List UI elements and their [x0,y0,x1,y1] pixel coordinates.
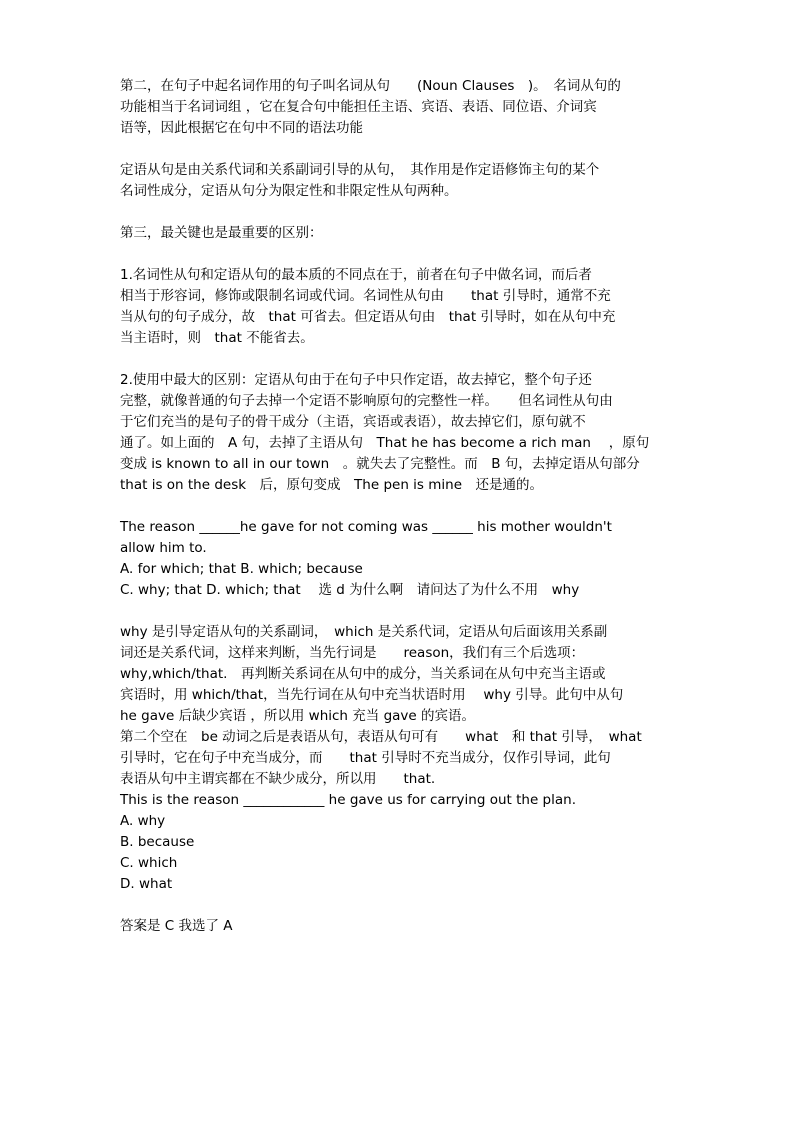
text-line: he gave 后缺少宾语 ，所以用 which 充当 gave 的宾语。 [120,708,476,724]
text-line: The reason ______he gave for not coming was ______ his mother wouldn't [120,519,612,535]
paragraph [120,160,676,202]
text-line: 通了。如上面的 A 句，去掉了主语从句 That he has become a rich man ，原句 [120,435,650,451]
text-line: 词还是关系代词，这样来判断，当先行词是 reason，我们有三个后选项： [120,645,585,661]
text-line: 定语从句是由关系代词和关系副词引导的从句， 其作用是作定语修饰主句的某个 [120,162,600,178]
text-line: 1.名词性从句和定语从句的最本质的不同点在于，前者在句子中做名词，而后者 [120,267,592,283]
text-line: 相当于形容词，修饰或限制名词或代词。名词性从句由 that 引导时，通常不充 [120,288,611,304]
text-line: 宾语时，用 which/that，当先行词在从句中充当状语时用 why 引导。此句中从句 [120,687,624,703]
text-line: allow him to. [120,540,207,556]
text-line: B. because [120,834,195,850]
text-line: 第二，在句子中起名词作用的句子叫名词从句 (Noun Clauses )。 名词从句的 [120,78,621,94]
text-line: 2.使用中最大的区别：定语从句由于在句子中只作定语，故去掉它，整个句子还 [120,372,592,388]
document-body [120,76,676,937]
paragraph-gap [120,496,676,517]
paragraph [120,622,676,895]
paragraph [120,76,676,139]
text-line: C. why; that D. which; that 选 d 为什么啊 请问达了为什么不用 why [120,582,580,598]
paragraph-gap [120,244,676,265]
text-line: why,which/that. 再判断关系词在从句中的成分，当关系词在从句中充当主语或 [120,666,606,682]
paragraph [120,916,676,937]
text-line: 功能相当于名词词组 ，它在复合句中能担任主语、宾语、表语、同位语、介词宾 [120,99,597,115]
text-line: 语等，因此根据它在句中不同的语法功能 [120,120,363,136]
text-line: 答案是 C 我选了 A [120,918,233,934]
text-line: 变成 is known to all in our town 。就失去了完整性。而 B 句，去掉定语从句部分 [120,456,640,472]
text-line: that is on the desk 后，原句变成 The pen is mine 还是通的。 [120,477,544,493]
paragraph [120,223,676,244]
text-line: why 是引导定语从句的关系副词， which 是关系代词，定语从句后面该用关系副 [120,624,608,640]
text-line: A. for which; that B. which; because [120,561,363,577]
text-line: 于它们充当的是句子的骨干成分（主语，宾语或表语），故去掉它们，原句就不 [120,414,586,430]
paragraph-gap [120,895,676,916]
paragraph-gap [120,139,676,160]
text-line: A. why [120,813,166,829]
paragraph-gap [120,349,676,370]
text-line: 表语从句中主谓宾都在不缺少成分，所以用 that. [120,771,436,787]
paragraph [120,517,676,601]
text-line: 当从句的句子成分，故 that 可省去。但定语从句由 that 引导时，如在从句中充 [120,309,616,325]
text-line: 名词性成分，定语从句分为限定性和非限定性从句两种。 [120,183,458,199]
text-line: 第二个空在 be 动词之后是表语从句，表语从句可有 what 和 that 引导， what [120,729,642,745]
paragraph [120,370,676,496]
paragraph-gap [120,202,676,223]
text-line: 第三，最关键也是最重要的区别： [120,225,323,241]
text-line: 引导时，它在句子中充当成分，而 that 引导时不充当成分，仅作引导词，此句 [120,750,611,766]
text-line: This is the reason ____________ he gave us for carrying out the plan. [120,792,576,808]
paragraph [120,265,676,349]
text-line: 完整，就像普通的句子去掉一个定语不影响原句的完整性一样。 但名词性从句由 [120,393,613,409]
text-line: D. what [120,876,173,892]
paragraph-gap [120,601,676,622]
text-line: C. which [120,855,178,871]
text-line: 当主语时，则 that 不能省去。 [120,330,314,346]
